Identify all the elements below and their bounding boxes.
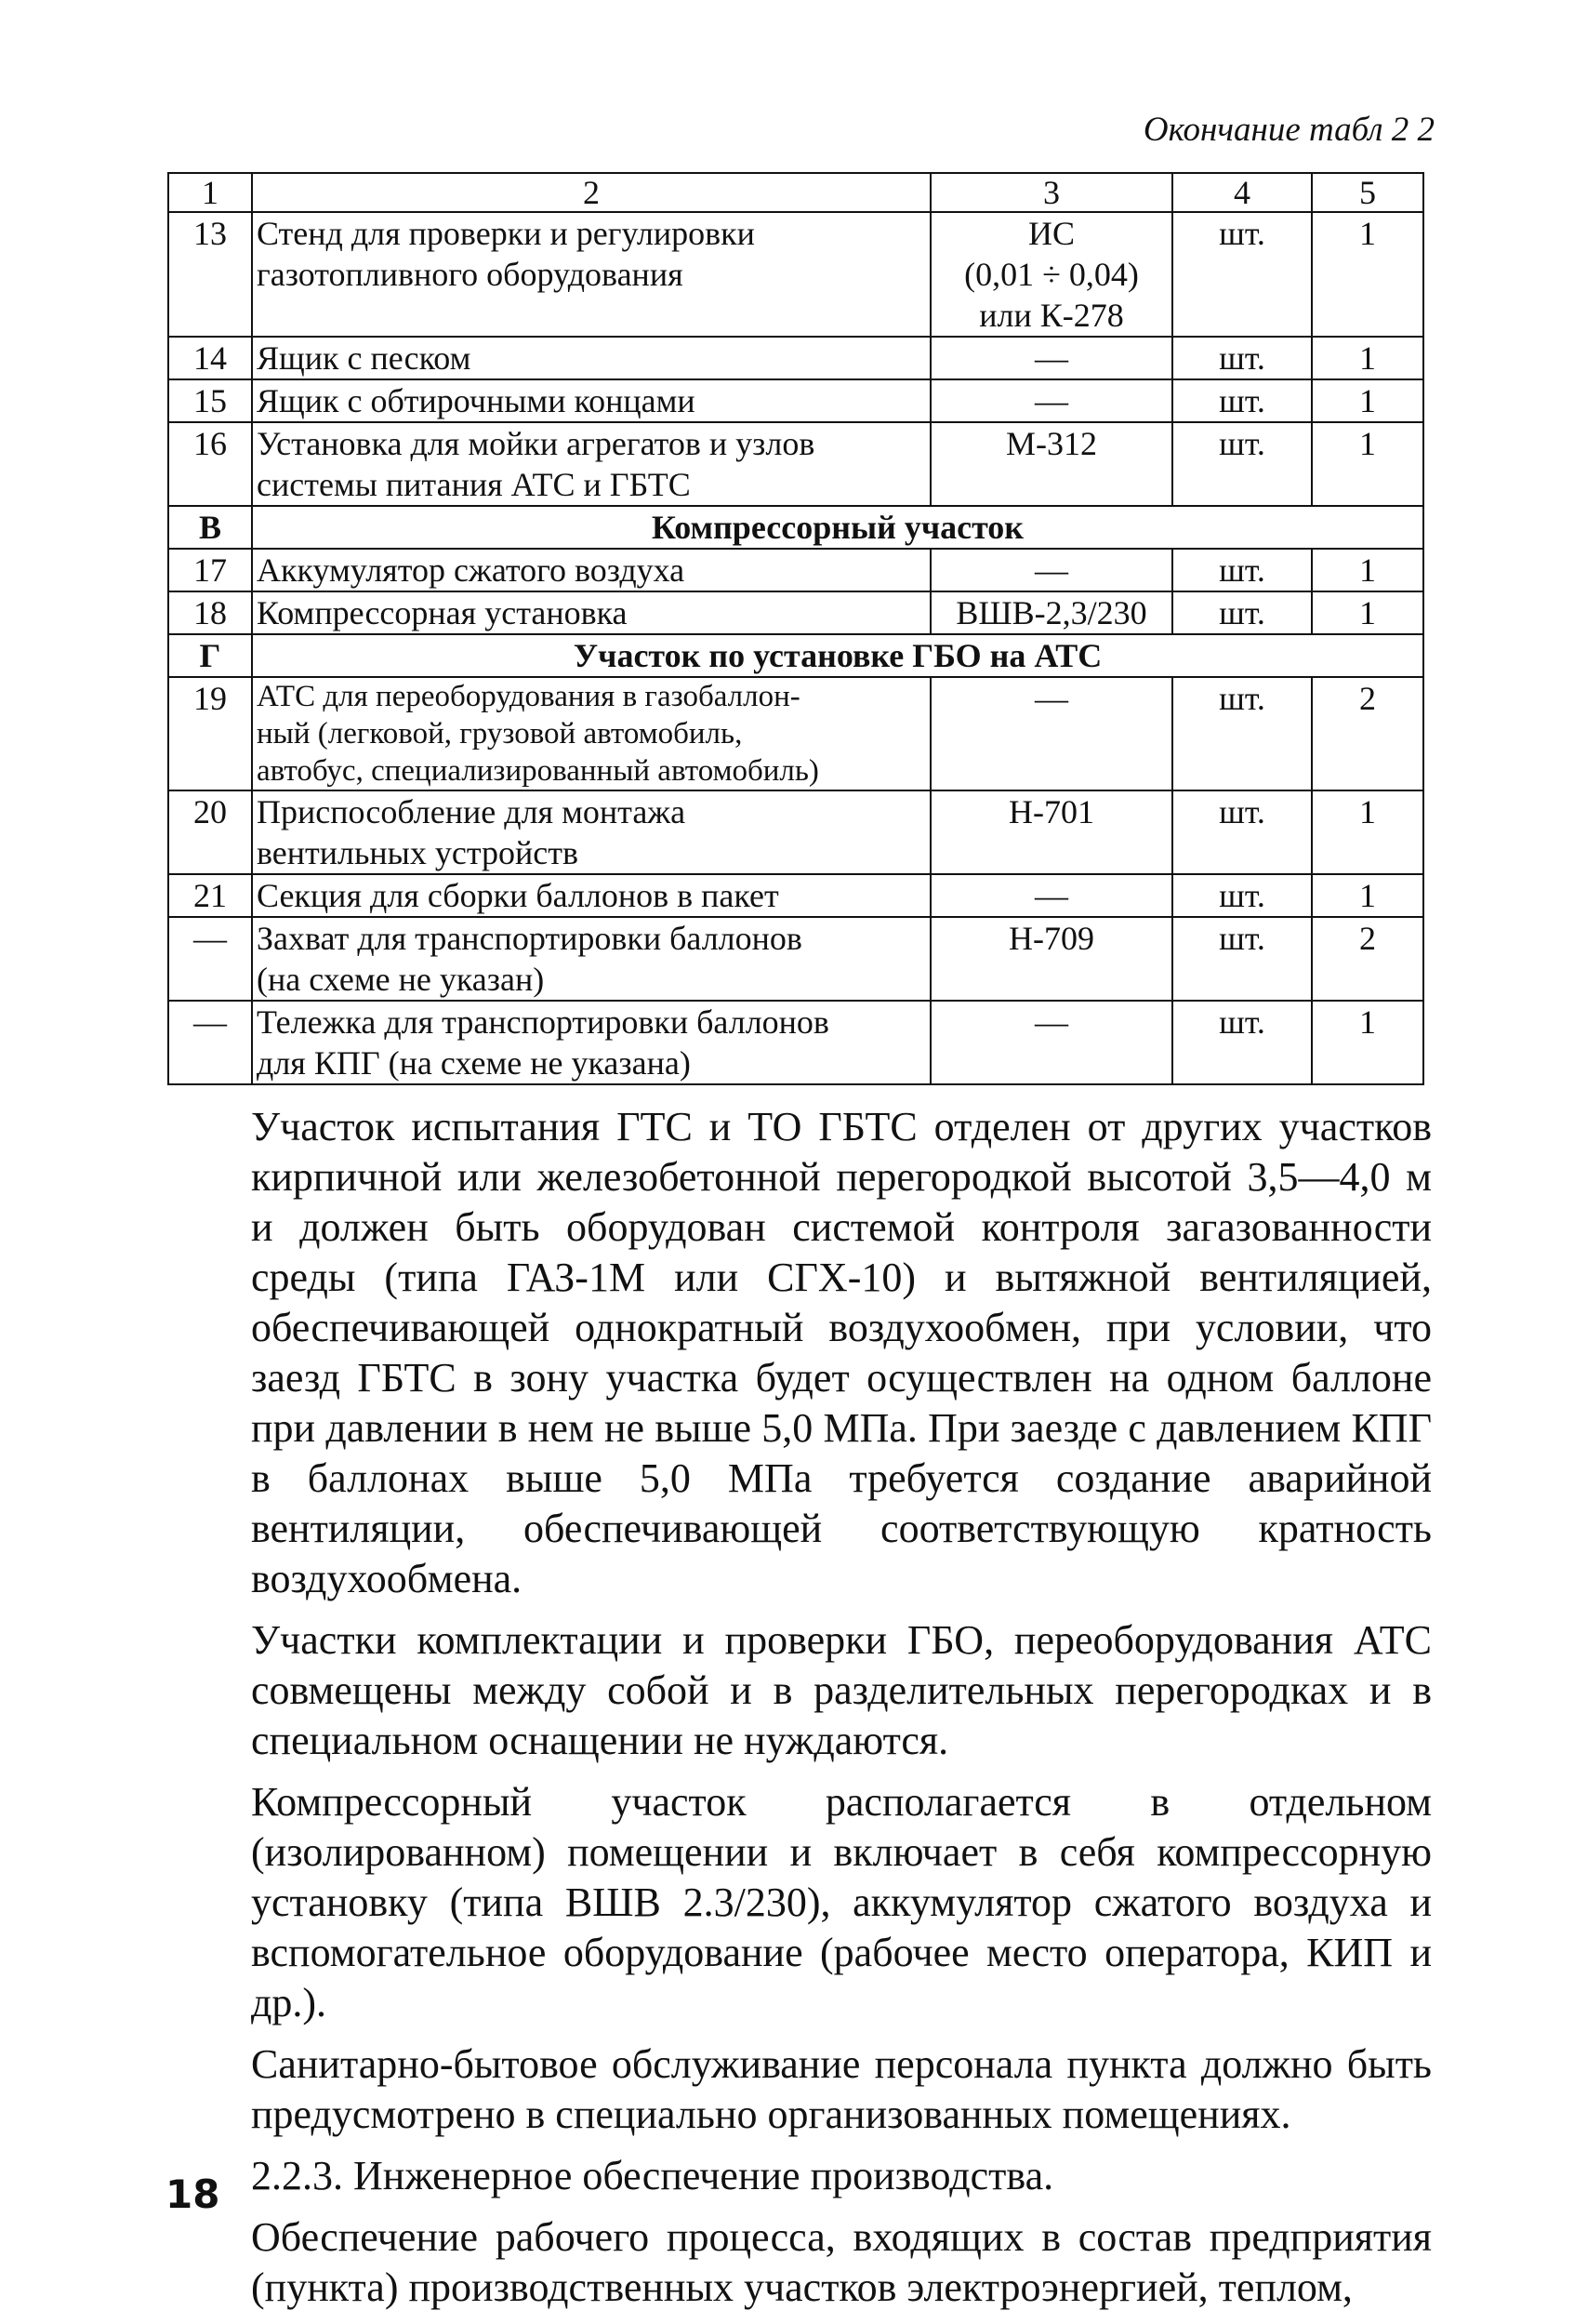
row-number: —	[168, 1001, 252, 1084]
table-row	[168, 677, 1423, 790]
section-row	[168, 506, 1423, 549]
table-row	[168, 379, 1423, 422]
row-number: 18	[168, 591, 252, 634]
row-quantity: 1	[1312, 337, 1423, 379]
section-row	[168, 634, 1423, 677]
row-number: 13	[168, 212, 252, 337]
row-name: Ящик с обтирочными концами	[252, 379, 931, 422]
row-model: —	[931, 1001, 1172, 1084]
table-body	[168, 212, 1423, 1084]
row-number: 20	[168, 790, 252, 874]
row-name: Тележка для транспортировки баллонов для КПГ (на схеме не указана)	[252, 1001, 931, 1084]
row-number: 16	[168, 422, 252, 506]
row-number: 19	[168, 677, 252, 790]
table-row	[168, 790, 1423, 874]
row-quantity: 1	[1312, 549, 1423, 591]
row-quantity: 2	[1312, 677, 1423, 790]
table-row	[168, 549, 1423, 591]
row-unit: шт.	[1172, 677, 1312, 790]
section-letter: В	[168, 506, 252, 549]
paragraph: Обеспечение рабочего процесса, входящих в состав предприятия (пункта) производственных участков электроэнергией, теплом,	[251, 2214, 1432, 2310]
row-name: Захват для транспортировки баллонов (на схеме не указан)	[252, 917, 931, 1001]
row-name: Компрессорная установка	[252, 591, 931, 634]
table-header-row	[168, 173, 1423, 212]
row-name: АТС для переоборудования в газобаллон- ный (легковой, грузовой автомобиль, автобус, специализированный автомобиль)	[252, 677, 931, 790]
paragraph: 2.2.3. Инженерное обеспечение производства.	[251, 2153, 1054, 2198]
row-name: Установка для мойки агрегатов и узлов системы питания АТС и ГБТС	[252, 422, 931, 506]
row-unit: шт.	[1172, 591, 1312, 634]
row-unit: шт.	[1172, 212, 1312, 337]
table-row	[168, 337, 1423, 379]
row-number: 14	[168, 337, 252, 379]
header-col-1: 1	[168, 173, 252, 212]
table-caption: Окончание табл 2 2	[1143, 111, 1435, 149]
row-unit: шт.	[1172, 422, 1312, 506]
table-row	[168, 1001, 1423, 1084]
header-col-4: 4	[1172, 173, 1312, 212]
row-unit: шт.	[1172, 1001, 1312, 1084]
row-quantity: 1	[1312, 379, 1423, 422]
paragraph: Участок испытания ГТС и ТО ГБТС отделен от других участков кирпичной или железобетонной перегородкой высотой 3,5—4,0 м и должен быть оборудован системой контроля загазованности среды (типа ГАЗ-1М или СГХ-10) и вытяжной вентиляцией, обеспечивающей однократный воздухообмен, при условии, что заезд ГБТС в зону участка будет осуществлен на одном баллоне при давлении в нем не выше 5,0 МПа. При заезде с давлением КПГ в баллонах выше 5,0 МПа требуется создание аварийной вентиляции, обеспечивающей соответствующую кратность воздухообмена.	[251, 1104, 1432, 1601]
table-row	[168, 917, 1423, 1001]
paragraph: Участки комплектации и проверки ГБО, переоборудования АТС совмещены между собой и в разделительных перегородках и в специальном оснащении не нуждаются.	[251, 1617, 1432, 1763]
row-quantity: 1	[1312, 422, 1423, 506]
table-row	[168, 212, 1423, 337]
row-number: —	[168, 917, 252, 1001]
row-unit: шт.	[1172, 790, 1312, 874]
row-number: 15	[168, 379, 252, 422]
paragraph: Компрессорный участок располагается в отдельном (изолированном) помещении и включает в себя компрессорную установку (типа ВШВ 2.3/230), аккумулятор сжатого воздуха и вспомогательное оборудование (рабочее место оператора, КИП и др.).	[251, 1779, 1432, 2025]
table-row	[168, 591, 1423, 634]
row-unit: шт.	[1172, 917, 1312, 1001]
row-model: Н-709	[931, 917, 1172, 1001]
section-title: Компрессорный участок	[252, 506, 1423, 549]
row-unit: шт.	[1172, 549, 1312, 591]
row-quantity: 1	[1312, 591, 1423, 634]
row-unit: шт.	[1172, 337, 1312, 379]
table-row	[168, 874, 1423, 917]
row-name: Аккумулятор сжатого воздуха	[252, 549, 931, 591]
row-name: Стенд для проверки и регулировки газотопливного оборудования	[252, 212, 931, 337]
row-model: М-312	[931, 422, 1172, 506]
body-text	[251, 1102, 1432, 2324]
row-model: —	[931, 677, 1172, 790]
row-model: —	[931, 874, 1172, 917]
paragraph: Санитарно-бытовое обслуживание персонала пункта должно быть предусмотрено в специально организованных помещениях.	[251, 2041, 1432, 2137]
equipment-table	[167, 172, 1424, 1085]
header-col-3: 3	[931, 173, 1172, 212]
section-title: Участок по установке ГБО на АТС	[252, 634, 1423, 677]
row-model: ИС (0,01 ÷ 0,04) или К-278	[931, 212, 1172, 337]
row-number: 17	[168, 549, 252, 591]
row-model: —	[931, 337, 1172, 379]
row-model: —	[931, 549, 1172, 591]
row-name: Ящик с песком	[252, 337, 931, 379]
row-quantity: 1	[1312, 1001, 1423, 1084]
row-number: 21	[168, 874, 252, 917]
row-model: Н-701	[931, 790, 1172, 874]
table-row	[168, 422, 1423, 506]
page-number: 18	[165, 2171, 220, 2217]
row-unit: шт.	[1172, 874, 1312, 917]
row-model: —	[931, 379, 1172, 422]
header-col-2: 2	[252, 173, 931, 212]
row-name: Приспособление для монтажа вентильных устройств	[252, 790, 931, 874]
row-name: Секция для сборки баллонов в пакет	[252, 874, 931, 917]
row-quantity: 1	[1312, 874, 1423, 917]
row-model: ВШВ-2,3/230	[931, 591, 1172, 634]
header-col-5: 5	[1312, 173, 1423, 212]
row-quantity: 1	[1312, 790, 1423, 874]
row-unit: шт.	[1172, 379, 1312, 422]
row-quantity: 2	[1312, 917, 1423, 1001]
row-quantity: 1	[1312, 212, 1423, 337]
section-letter: Г	[168, 634, 252, 677]
